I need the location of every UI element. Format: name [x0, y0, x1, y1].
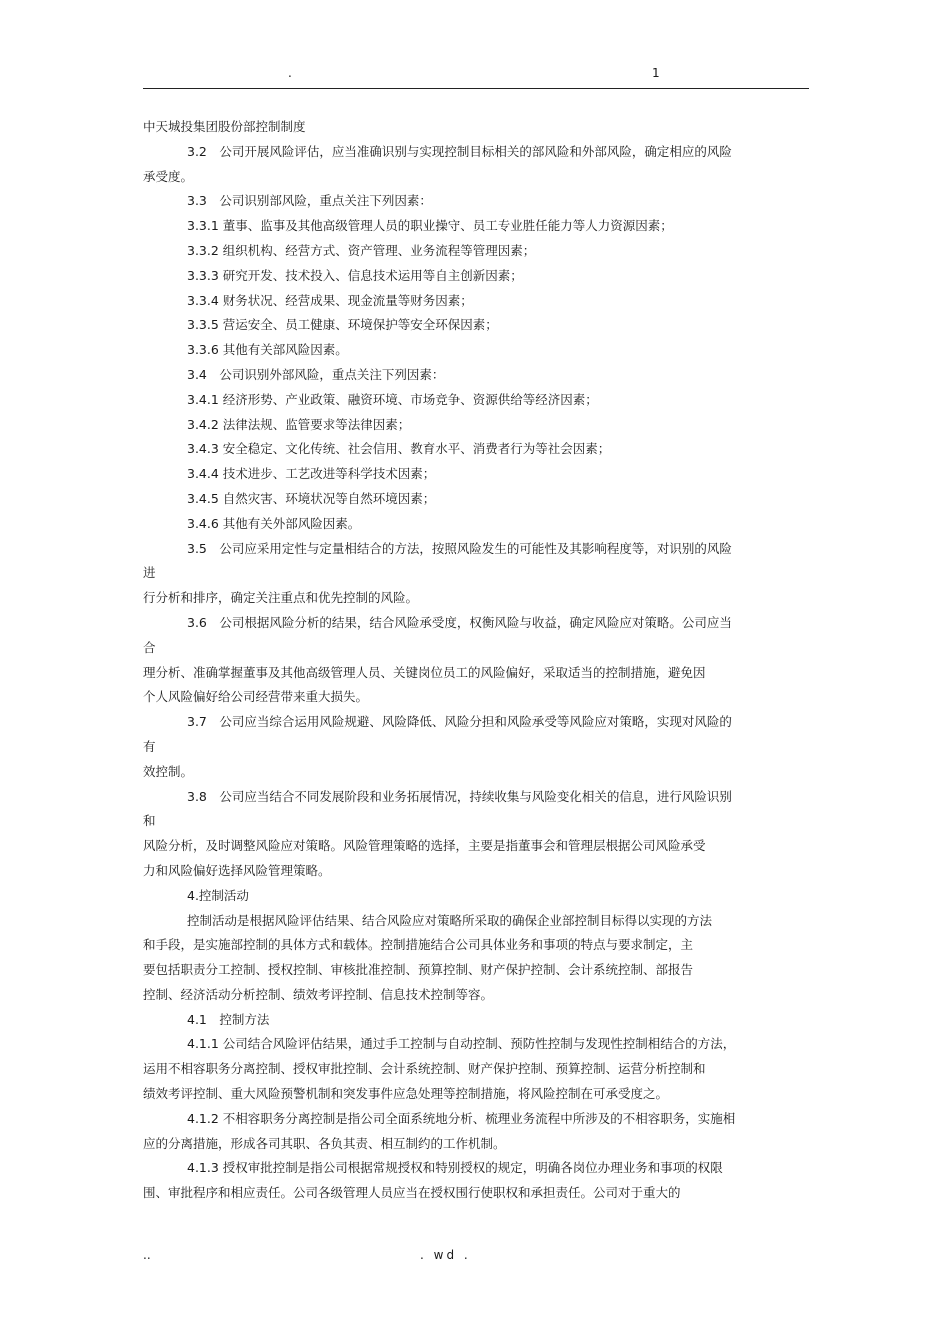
text-line: 3.4.3 安全稳定、文化传统、社会信用、教育水平、消费者行为等社会因素； [187, 441, 611, 457]
text-line: 3.3.2 组织机构、经营方式、资产管理、业务流程等管理因素； [187, 242, 536, 258]
document-body [143, 115, 809, 1206]
text-line: 3.3 公司识别部风险，重点关注下列因素： [187, 193, 432, 209]
text-line: 3.3.1 董事、监事及其他高级管理人员的职业操守、员工专业胜任能力等人力资源因素； [187, 218, 673, 234]
footer-left: .. [143, 1248, 151, 1262]
text-line: 4.1.2 不相容职务分离控制是指公司全面系统地分析、梳理业务流程中所涉及的不相容职务，实施相 [187, 1110, 736, 1126]
text-line: 控制、经济活动分析控制、绩效考评控制、信息技术控制等容。 [143, 986, 494, 1002]
text-line: 3.8 公司应当结合不同发展阶段和业务拓展情况，持续收集与风险变化相关的信息，进行风险识别 [187, 788, 732, 804]
text-line: 和 [143, 813, 156, 829]
text-line: 效控制。 [143, 763, 194, 779]
text-line: 合 [143, 639, 156, 655]
text-line: 3.7 公司应当综合运用风险规避、风险降低、风险分担和风险承受等风险应对策略，实现对风险的 [187, 714, 732, 730]
text-line: 3.3.5 营运安全、员工健康、环境保护等安全环保因素； [187, 317, 498, 333]
text-line: 进 [143, 565, 156, 581]
document-title: 中天城投集团股份部控制制度 [143, 119, 306, 134]
text-line: 绩效考评控制、重大风险预警机制和突发事件应急处理等控制措施，将风险控制在可承受度之。 [143, 1086, 669, 1102]
text-line: 有 [143, 738, 156, 754]
text-line: 4.1.3 授权审批控制是指公司根据常规授权和特别授权的规定，明确各岗位办理业务和事项的权限 [187, 1160, 723, 1176]
text-line: 3.4.5 自然灾害、环境状况等自然环境因素； [187, 490, 436, 506]
text-line: 和手段，是实施部控制的具体方式和载体。控制措施结合公司具体业务和事项的特点与要求制定，主 [143, 937, 694, 953]
text-line: 3.5 公司应采用定性与定量相结合的方法，按照风险发生的可能性及其影响程度等，对识别的风险 [187, 540, 732, 556]
text-line: 运用不相容职务分离控制、授权审批控制、会计系统控制、财产保护控制、预算控制、运营分析控制和 [143, 1061, 706, 1077]
text-line: 4.1.1 公司结合风险评估结果，通过手工控制与自动控制、预防性控制与发现性控制相结合的方法， [187, 1036, 736, 1052]
page-number: 1 [652, 66, 660, 80]
text-line: 3.4.4 技术进步、工艺改进等科学技术因素； [187, 466, 436, 482]
text-line: 要包括职责分工控制、授权控制、审核批准控制、预算控制、财产保护控制、会计系统控制、部报告 [143, 962, 694, 978]
header-dot: . [288, 66, 292, 80]
text-line: 3.4 公司识别外部风险，重点关注下列因素： [187, 366, 445, 382]
text-line: 个人风险偏好给公司经营带来重大损失。 [143, 689, 369, 705]
text-line: 3.4.2 法律法规、监管要求等法律因素； [187, 416, 411, 432]
text-line: 3.3.3 研究开发、技术投入、信息技术运用等自主创新因素； [187, 267, 523, 283]
text-line: 控制活动是根据风险评估结果、结合风险应对策略所采取的确保企业部控制目标得以实现的方法 [187, 912, 713, 928]
text-line: 风险分析，及时调整风险应对策略。风险管理策略的选择，主要是指董事会和管理层根据公司风险承受 [143, 838, 706, 854]
text-line: 3.2 公司开展风险评估，应当准确识别与实现控制目标相关的部风险和外部风险，确定相应的风险 [187, 143, 732, 159]
page-header [143, 64, 809, 89]
text-line: 围、审批程序和相应责任。公司各级管理人员应当在授权围行使职权和承担责任。公司对于重大的 [143, 1185, 681, 1201]
text-line: 承受度。 [143, 168, 194, 184]
text-line: 3.4.1 经济形势、产业政策、融资环境、市场竞争、资源供给等经济因素； [187, 391, 598, 407]
text-line: 4.控制活动 [187, 887, 249, 903]
text-line: 应的分离措施，形成各司其职、各负其责、相互制约的工作机制。 [143, 1135, 506, 1151]
text-line: 理分析、准确掌握董事及其他高级管理人员、关键岗位员工的风险偏好，采取适当的控制措施，避免因 [143, 664, 706, 680]
text-line: 4.1 控制方法 [187, 1011, 270, 1027]
text-line: 行分析和排序，确定关注重点和优先控制的风险。 [143, 590, 419, 606]
text-line: 3.6 公司根据风险分析的结果，结合风险承受度，权衡风险与收益，确定风险应对策略。公司应当 [187, 614, 732, 630]
text-line: 3.3.4 财务状况、经营成果、现金流量等财务因素； [187, 292, 473, 308]
footer-middle: . wd . [420, 1248, 471, 1262]
text-line: 3.3.6 其他有关部风险因素。 [187, 342, 348, 358]
text-line: 3.4.6 其他有关外部风险因素。 [187, 515, 361, 531]
text-line: 力和风险偏好选择风险管理策略。 [143, 862, 331, 878]
